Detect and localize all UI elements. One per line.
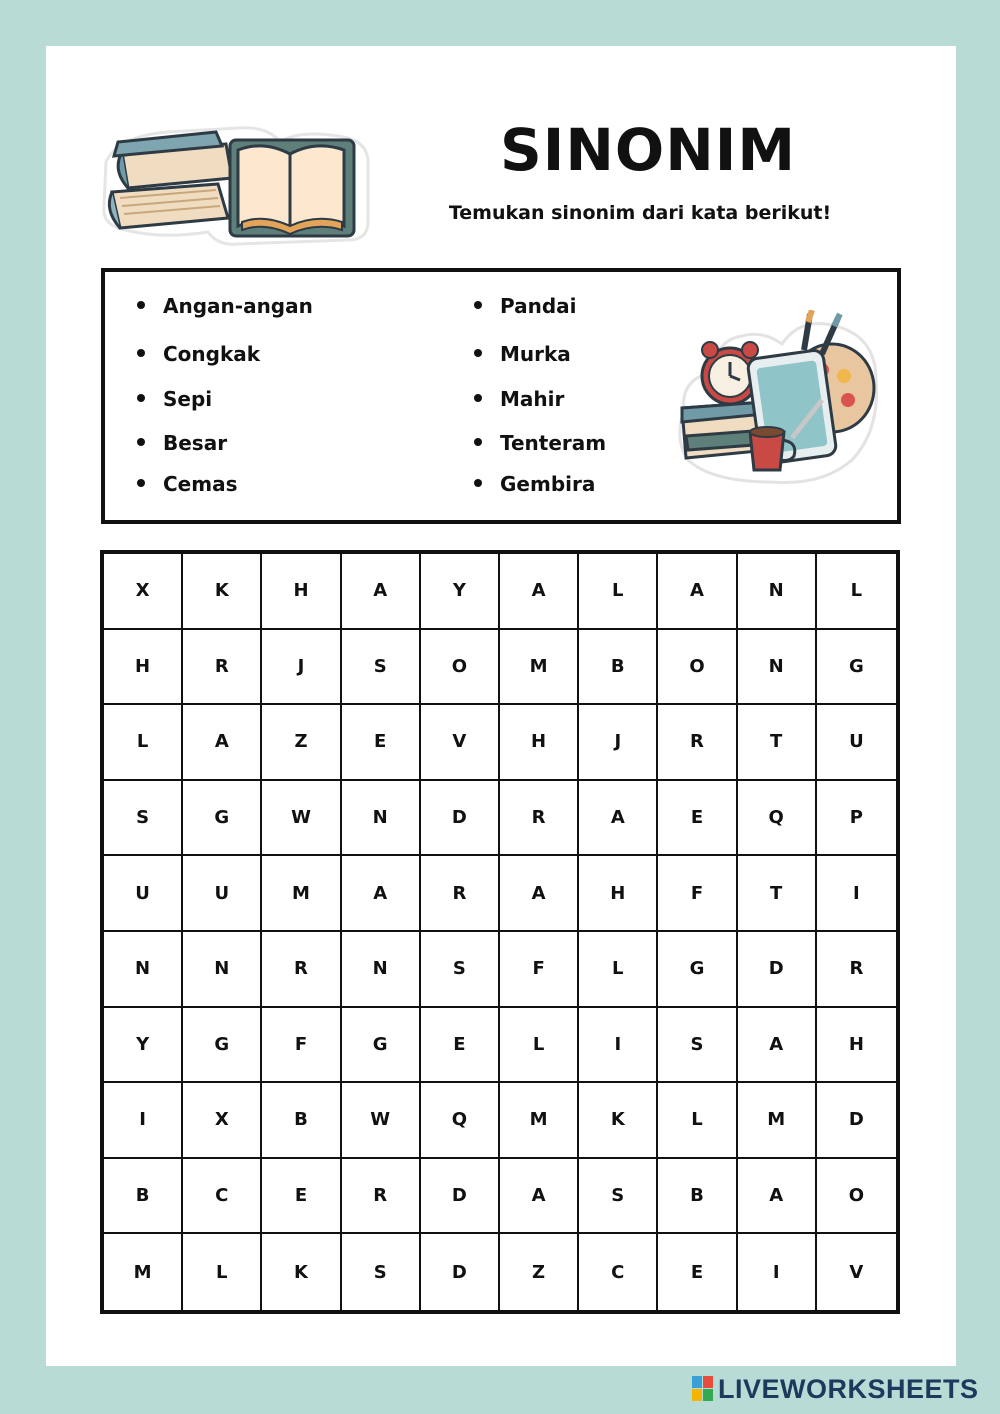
- grid-cell[interactable]: S: [658, 1008, 737, 1084]
- grid-cell[interactable]: R: [262, 932, 341, 1008]
- grid-cell[interactable]: S: [579, 1159, 658, 1235]
- grid-cell[interactable]: P: [817, 781, 896, 857]
- grid-cell[interactable]: D: [421, 1159, 500, 1235]
- grid-cell[interactable]: E: [262, 1159, 341, 1235]
- grid-cell[interactable]: G: [658, 932, 737, 1008]
- grid-cell[interactable]: J: [262, 630, 341, 706]
- grid-cell[interactable]: L: [579, 554, 658, 630]
- grid-cell[interactable]: L: [658, 1083, 737, 1159]
- bullet-icon: [474, 438, 482, 446]
- word-item: Angan-angan: [137, 292, 313, 320]
- grid-cell[interactable]: H: [262, 554, 341, 630]
- grid-cell[interactable]: A: [183, 705, 262, 781]
- grid-cell[interactable]: H: [500, 705, 579, 781]
- grid-cell[interactable]: O: [421, 630, 500, 706]
- grid-cell[interactable]: I: [104, 1083, 183, 1159]
- grid-cell[interactable]: F: [658, 856, 737, 932]
- bullet-icon: [137, 479, 145, 487]
- grid-cell[interactable]: A: [342, 554, 421, 630]
- grid-cell[interactable]: B: [104, 1159, 183, 1235]
- grid-cell[interactable]: Y: [104, 1008, 183, 1084]
- grid-cell[interactable]: S: [342, 1234, 421, 1310]
- grid-cell[interactable]: S: [421, 932, 500, 1008]
- word-item: Gembira: [474, 470, 595, 498]
- grid-cell[interactable]: F: [500, 932, 579, 1008]
- liveworksheets-logo: [692, 1372, 979, 1406]
- grid-cell[interactable]: C: [579, 1234, 658, 1310]
- bullet-icon: [137, 301, 145, 309]
- word-item: Mahir: [474, 385, 564, 413]
- grid-cell[interactable]: F: [262, 1008, 341, 1084]
- word-item: Murka: [474, 340, 571, 368]
- grid-cell[interactable]: V: [849, 1261, 864, 1283]
- grid-cell[interactable]: U: [817, 705, 896, 781]
- grid-cell[interactable]: R: [342, 1159, 421, 1235]
- grid-cell[interactable]: N: [104, 932, 183, 1008]
- liveworksheets-mark-icon: [692, 1376, 714, 1402]
- grid-cell[interactable]: Z: [500, 1234, 579, 1310]
- grid-cell[interactable]: L: [500, 1008, 579, 1084]
- grid-cell[interactable]: D: [738, 932, 817, 1008]
- bullet-icon: [474, 349, 482, 357]
- grid-cell[interactable]: R: [183, 630, 262, 706]
- grid-cell[interactable]: G: [183, 781, 262, 857]
- grid-cell[interactable]: T: [738, 856, 817, 932]
- bullet-icon: [137, 349, 145, 357]
- grid-cell[interactable]: E: [421, 1008, 500, 1084]
- grid-cell[interactable]: A: [500, 856, 579, 932]
- grid-cell[interactable]: A: [500, 1159, 579, 1235]
- grid-cell[interactable]: W: [342, 1083, 421, 1159]
- word-item: Tenteram: [474, 429, 606, 457]
- bullet-icon: [474, 301, 482, 309]
- grid-cell[interactable]: M: [500, 630, 579, 706]
- grid-cell[interactable]: Z: [262, 705, 341, 781]
- grid-cell[interactable]: Y: [421, 554, 500, 630]
- grid-cell[interactable]: T: [738, 705, 817, 781]
- instructions: Temukan sinonim dari kata berikut!: [448, 202, 832, 224]
- word-item: Cemas: [137, 470, 237, 498]
- grid-cell[interactable]: E: [342, 705, 421, 781]
- grid-cell[interactable]: M: [262, 856, 341, 932]
- grid-cell[interactable]: U: [104, 856, 183, 932]
- grid-cell[interactable]: E: [658, 781, 737, 857]
- grid-cell[interactable]: B: [579, 630, 658, 706]
- grid-cell[interactable]: C: [183, 1159, 262, 1235]
- grid-cell[interactable]: R: [658, 705, 737, 781]
- word-item: Besar: [137, 429, 227, 457]
- grid-cell[interactable]: I: [817, 856, 896, 932]
- grid-cell[interactable]: A: [500, 554, 579, 630]
- grid-cell[interactable]: I: [579, 1008, 658, 1084]
- grid-cell[interactable]: G: [183, 1008, 262, 1084]
- grid-cell[interactable]: R: [500, 781, 579, 857]
- grid-cell[interactable]: A: [342, 856, 421, 932]
- grid-cell[interactable]: D: [817, 1083, 896, 1159]
- grid-cell[interactable]: N: [342, 932, 421, 1008]
- books-illustration: [98, 122, 374, 248]
- grid-cell[interactable]: B: [658, 1159, 737, 1235]
- study-desk-illustration: [672, 310, 882, 490]
- grid-cell[interactable]: X: [183, 1083, 262, 1159]
- grid-cell[interactable]: O: [658, 630, 737, 706]
- grid-cell[interactable]: M: [500, 1083, 579, 1159]
- grid-cell[interactable]: W: [262, 781, 341, 857]
- grid-cell[interactable]: K: [183, 554, 262, 630]
- grid-cell[interactable]: D: [421, 1234, 500, 1310]
- grid-cell[interactable]: S: [342, 630, 421, 706]
- grid-cell[interactable]: N: [342, 781, 421, 857]
- grid-cell[interactable]: H: [104, 630, 183, 706]
- bullet-icon: [474, 394, 482, 402]
- grid-cell[interactable]: A: [738, 1159, 817, 1235]
- grid-cell[interactable]: M: [738, 1083, 817, 1159]
- grid-cell[interactable]: H: [817, 1008, 896, 1084]
- brand-name: LIVEWORKSHEETS: [718, 1373, 979, 1404]
- bullet-icon: [137, 394, 145, 402]
- grid-cell[interactable]: A: [738, 1008, 817, 1084]
- grid-cell[interactable]: N: [738, 630, 817, 706]
- bullet-icon: [137, 438, 145, 446]
- bullet-icon: [474, 479, 482, 487]
- word-item: Sepi: [137, 385, 212, 413]
- grid-cell[interactable]: S: [104, 781, 183, 857]
- grid-cell[interactable]: K: [579, 1083, 658, 1159]
- grid-cell[interactable]: M: [104, 1234, 183, 1310]
- word-item: Pandai: [474, 292, 577, 320]
- grid-cell[interactable]: R: [817, 932, 896, 1008]
- grid-cell[interactable]: E: [658, 1234, 737, 1310]
- grid-cell[interactable]: X: [104, 554, 183, 630]
- grid-cell[interactable]: L: [104, 705, 183, 781]
- grid-cell[interactable]: N: [183, 932, 262, 1008]
- grid-cell[interactable]: Q: [738, 781, 817, 857]
- grid-cell[interactable]: N: [738, 554, 817, 630]
- grid-cell[interactable]: G: [342, 1008, 421, 1084]
- grid-cell[interactable]: K: [262, 1234, 341, 1310]
- grid-cell[interactable]: J: [579, 705, 658, 781]
- page-title: SINONIM: [500, 116, 797, 184]
- word-search-grid: [100, 550, 900, 1314]
- grid-cell[interactable]: U: [183, 856, 262, 932]
- grid-cell[interactable]: R: [421, 856, 500, 932]
- word-item: Congkak: [137, 340, 260, 368]
- grid-cell[interactable]: L: [817, 554, 896, 630]
- grid-cell[interactable]: Q: [421, 1083, 500, 1159]
- grid-cell[interactable]: D: [421, 781, 500, 857]
- grid-cell[interactable]: O: [817, 1159, 896, 1235]
- grid-cell[interactable]: V: [421, 705, 500, 781]
- grid-cell[interactable]: B: [262, 1083, 341, 1159]
- grid-cell[interactable]: G: [817, 630, 896, 706]
- grid-cell[interactable]: A: [658, 554, 737, 630]
- grid-cell[interactable]: L: [579, 932, 658, 1008]
- grid-cell[interactable]: I: [738, 1234, 817, 1310]
- grid-cell[interactable]: L: [183, 1234, 262, 1310]
- grid-cell[interactable]: H: [579, 856, 658, 932]
- grid-cell[interactable]: A: [579, 781, 658, 857]
